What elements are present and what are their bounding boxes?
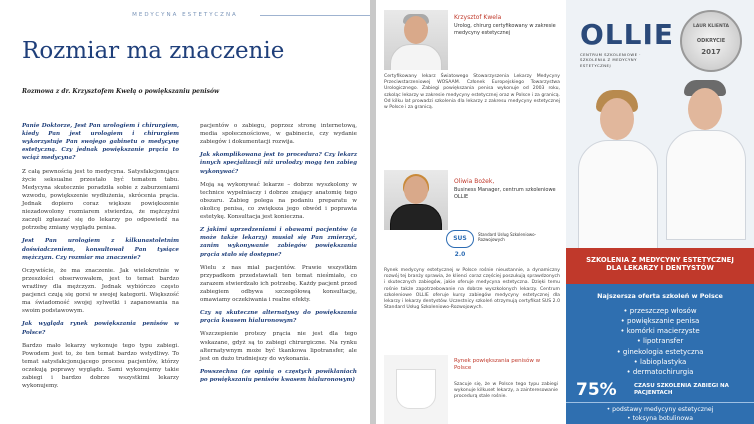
offer-item: • labioplastyka	[633, 357, 687, 366]
market-text: Szacuje się, że w Polsce tego typu zabiegi wykonuje kilkuset lekarzy, a zainteresowanie procedurą stale rośnie.	[454, 382, 558, 400]
interview-answer: Z całą pewnością jest to medycyna. Satysfakcjonujące życie seksualne przestało być tematem tabu. Medycyna skutecznie poradziła sobie z zaburzeniami wzwodu, powiększenie wydłużenia, skrócenia prącia. Jednak dopiero coraz większe powiększenie niezadowolony rozmiarem stwierdza, że mężczyźni zaczęli zgłaszać się do lekarzy po odpowiedź na potrzebę zmiany wyglądu penisa.	[22, 168, 179, 232]
profile-bio: Certyfikowany lekarz Światowego Stowarzyszenia Lekarzy Medycyny Przeciwstarzeniowej WOSAAM. Członek Europejskiego Towarzystwa Urologicznego. Zabiegi powiększania penisa wykonuje od 2003 roku, szkoląc lekarzy w zakresie medycyny estetycznej oraz w Polsce i za granicą. Od kilku lat prowadzi szkolenia dla lekarzy z zakresu medycyny estetycznej w Polsce i za granicą.	[384, 74, 560, 110]
offer-item: • przeszczep włosów	[623, 307, 697, 315]
offer-item: • toksyna botulinowa	[626, 415, 694, 423]
profiles-page	[376, 0, 566, 424]
profile-role: Business Manager, centrum szkoleniowe OLLIE	[454, 187, 556, 200]
training-banner: SZKOLENIA Z MEDYCYNY ESTETYCZNEJ DLA LEKARZY I DENTYSTÓW	[566, 248, 754, 284]
underwear-image	[384, 355, 448, 424]
offer-item: • dermatochirurgia	[626, 367, 694, 376]
interview-question: Z jakimi uprzedzeniami i obawami pacjentów (a może także lekarzy) musiał się Pan zmierzyć, zanim wykonywanie zabiegów powiększania prącia stało się dostępne?	[200, 227, 357, 258]
article-page	[0, 0, 370, 424]
percent-caption: CZASU SZKOLENIA ZABIEGI NA PACJENTACH	[634, 383, 729, 397]
ollie-logo: OLLIE	[580, 18, 675, 51]
profile-name: Krzysztof Kwela	[454, 14, 502, 21]
interview-answer: Oczywiście, że ma znaczenie. Jak wielokrotnie w przeszłości obserwowałem, jest to temat bardzo wrażliwy dla mężczyzn. Jednak wybiórczo często pacjenci czują się gorsi w swojej kategorii. Większość ma świadomość swojej sylwetki i zapanowania na swoim podstawowym.	[22, 267, 179, 315]
market-heading: Rynek powiększania penisów w Polsce	[454, 358, 541, 372]
profile-statement: Rynek medycyny estetycznej w Polsce rośnie nieustannie, a dynamiczny rozwój tej branży sprawia, że klienci coraz częściej poszukują sprawdzonych i skutecznych zabiegów, jakie oferuje medycyna estetyczna. Dzięki temu rośnie także zapotrzebowanie na dobrze wyszkolonych lekarzy. Centrum szkoleniowe OLLIE oferuje kursy zabiegów medycyny estetycznej dla lekarzy i lekarzy dentystów. Uczestnicy szkoleń otrzymują certyfikat SUS 2.0 Standard Usług Szkoleniowo-Rozwojowych.	[384, 268, 560, 311]
interview-answer: Wszczepienie protezy prącia nie jest dla tego wskazane, gdyż są to zabiegi chirurgiczne. Na rynku alternatywnym może być tkankowa lipotransfer, ale jest on dużo trudniejszy do wykonania.	[200, 331, 357, 362]
interview-question: Czy są skuteczne alternatywy do powiększania prącia kwasem hialuronowym?	[200, 310, 357, 325]
interview-question: Panie Doktorze, Jest Pan urologiem i chirurgiem, kiedy Pan jest urologiem i chirurgiem wykorzystuje Pan swojego gabinetu o medycynę estetyczną. Czy jednak powiększanie prącia to wciąż medycyna?	[22, 123, 179, 162]
interview-answer: Bardzo mało lekarzy wykonuje tego typu zabiegi. Powodem jest to, że ten temat bardzo wstydliwy. To temat satysfakcjonującego procesu pacjentów, którzy oczekują poprawy wyglądu. Sami wykonujemy takie zabiegi i bardzo dobrze wszystkimi lekarzy wykonujemy.	[22, 342, 179, 390]
profile-role: Urolog, chirurg certyfikowany w zakresie medycyny estetycznej	[454, 23, 556, 36]
manager-photo	[384, 170, 448, 230]
text-column-2	[200, 122, 357, 389]
offer-item: • ginekologia estetyczna	[616, 347, 704, 356]
interview-answer: Moją są wykonywać lekarze – dobrze wyszkolony w technice wypełniaczy i dobrze znający anatomię tego obszaru. Zabieg polega na podaniu preparatu w okolicę penisa, co zwiększa jego obwód i poprawia estetykę. Konsultacja jest konieczna.	[200, 181, 357, 221]
offer-item: • podstawy medycyny estetycznej	[606, 406, 714, 413]
interview-question: Powszechna (ze opinią o częstych powikłaniach po powiększaniu penisów kwasem hialuronowym)	[200, 368, 357, 383]
offer-panel	[566, 284, 754, 424]
sus-caption: Standard Usług Szkoleniowo-Rozwojowych	[478, 232, 537, 243]
interview-answer: pacjentów o zabiegu, poprzez stronę internetową, media społecznościowe, w gabinecie, czy wydanie zabiegów i dokumentacji rozwija.	[200, 123, 357, 146]
text-column-1	[22, 122, 179, 395]
percent-figure: 75%	[576, 380, 617, 400]
sus-badge: SUS 2.0	[446, 230, 474, 248]
interview-question: Jak skomplikowana jest to procedura? Czy lekarz innych specjalizacji niż urolodzy mogą ten zabieg wykonywać?	[200, 152, 357, 175]
ollie-advert	[566, 0, 754, 424]
interview-question: Jest Pan urologiem z kilkunastoletnim doświadczeniem, konsultował Pan tysiące mężczyzn. Czy rozmiar ma znaczenie?	[22, 238, 179, 261]
article-title: Rozmiar ma znaczenie	[22, 38, 285, 64]
offer-heading: Najszersza oferta szkoleń w Polsce	[597, 292, 723, 300]
profile-name: Oliwia Bożek,	[454, 178, 495, 185]
interview-question: Jak wygląda rynek powiększania penisów w Polsce?	[22, 321, 179, 336]
offer-item: • komórki macierzyste	[620, 327, 700, 336]
logo-tagline: CENTRUM SZKOLENIOWE · SZKOLENIA Z MEDYCYNY ESTETYCZNEJ	[580, 52, 641, 68]
doctor-photo	[384, 10, 448, 70]
section-label: MEDYCYNA ESTETYCZNA	[0, 12, 370, 18]
article-lead: Rozmowa z dr. Krzysztofem Kwełą o powiększaniu penisów	[22, 88, 220, 95]
offer-item: • lipotransfer	[636, 337, 684, 346]
doctors-photo	[566, 70, 754, 240]
interview-answer: Wielu z nas miał pacjentów. Prawie wszystkim przypadkom przedstawiali ten temat nieśmiało, co zarazem stwierdzało ich potrzebę. Każdy pacjent przed zabiegiem odbywa szczegółową konsultację, omawiamy oczekiwania i realne efekty.	[200, 264, 357, 304]
laur-klienta-seal: LAUR KLIENTA ODKRYCIE 2017	[680, 10, 742, 72]
offer-list	[566, 306, 754, 377]
offer-item: • powiększanie penisa	[620, 317, 700, 326]
extra-offers	[566, 402, 754, 424]
